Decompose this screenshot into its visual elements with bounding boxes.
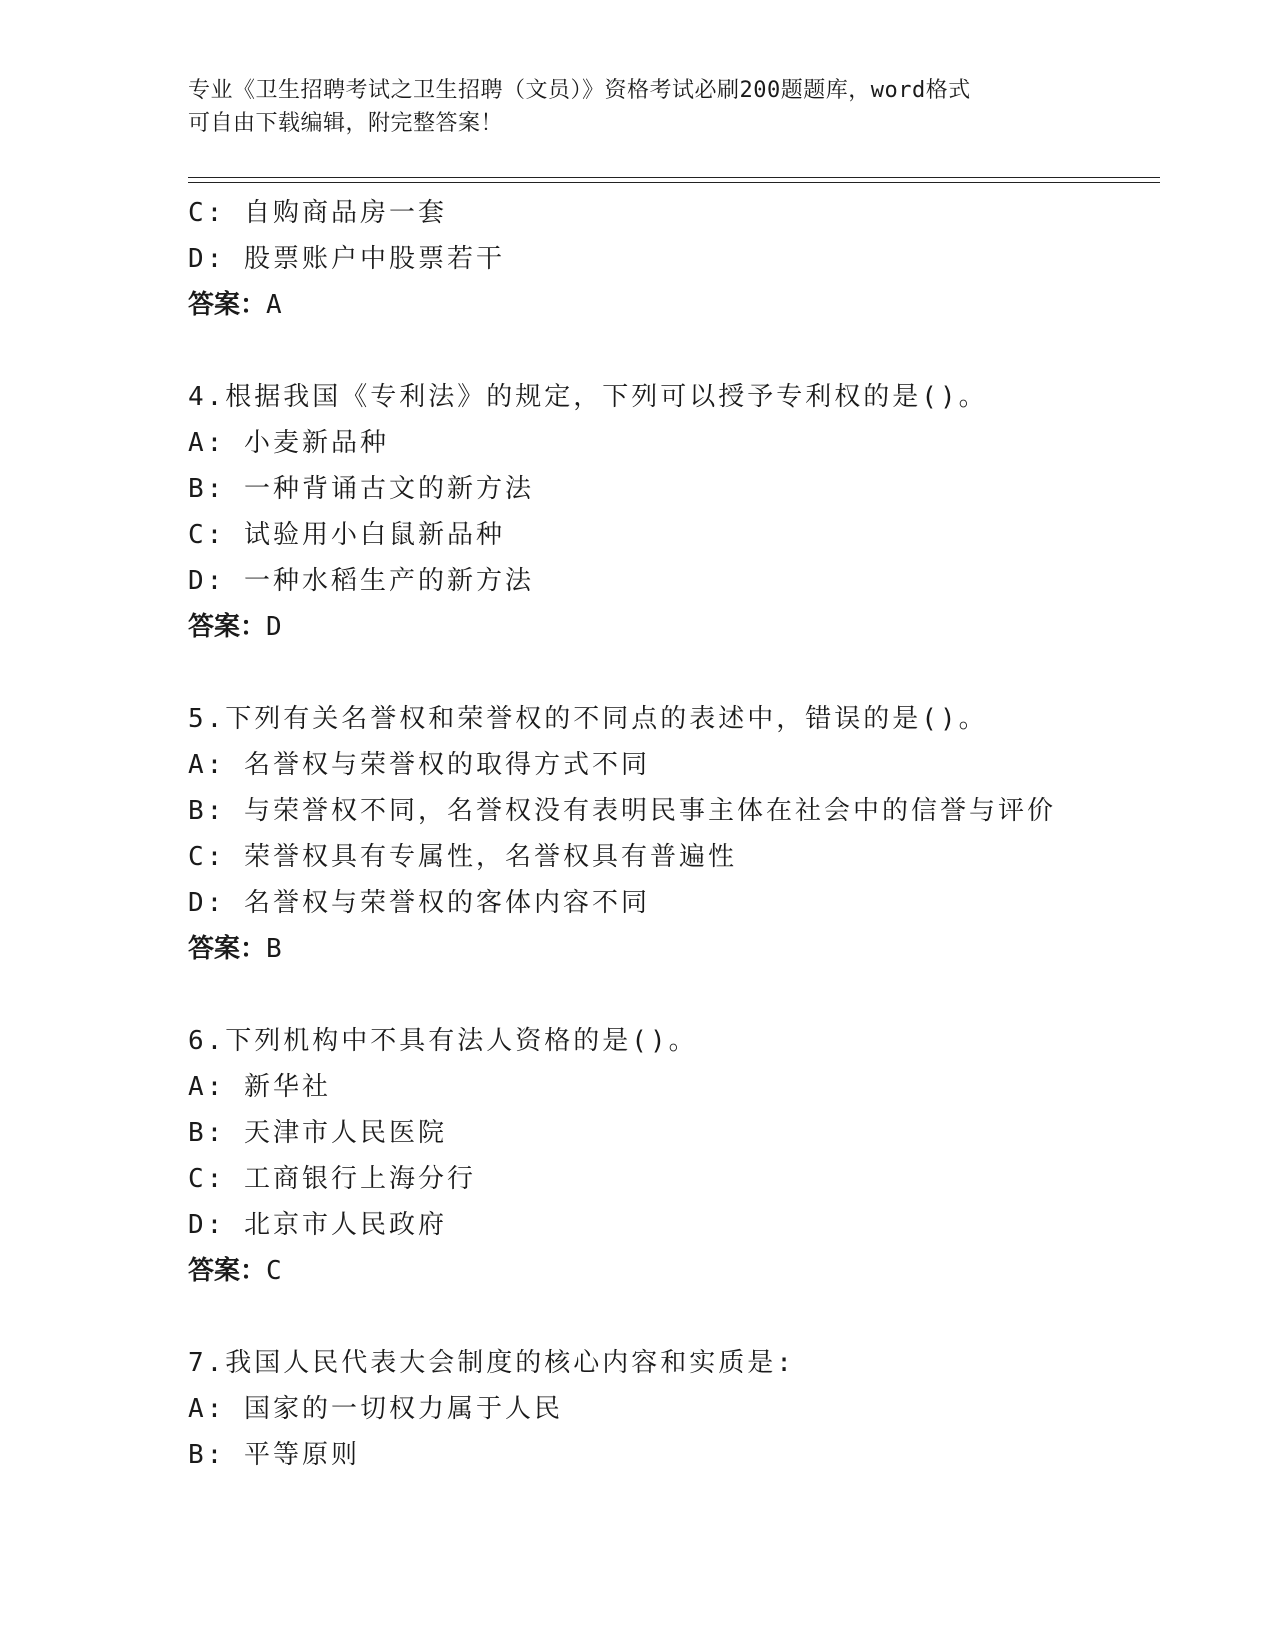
spacer <box>188 650 1148 696</box>
option-d: D: 一种水稻生产的新方法 <box>188 566 534 596</box>
question-stem: 4.根据我国《专利法》的规定，下列可以授予专利权的是()。 <box>188 382 988 412</box>
option-b: B: 一种背诵古文的新方法 <box>188 474 534 504</box>
spacer <box>188 1294 1148 1340</box>
option-c: C: 工商银行上海分行 <box>188 1164 476 1194</box>
answer-line <box>188 604 1148 650</box>
spacer <box>188 328 1148 374</box>
answer-value: A <box>266 290 282 320</box>
question-stem: 7.我国人民代表大会制度的核心内容和实质是: <box>188 1348 795 1378</box>
header-divider-top <box>188 177 1160 178</box>
option-a: A: 名誉权与荣誉权的取得方式不同 <box>188 750 650 780</box>
answer-value: B <box>266 934 282 964</box>
header-divider-bottom <box>188 182 1160 183</box>
option-d: D: 北京市人民政府 <box>188 1210 447 1240</box>
answer-value: C <box>266 1256 282 1286</box>
answer-label: 答案： <box>188 1256 267 1286</box>
option-d: D: 名誉权与荣誉权的客体内容不同 <box>188 888 650 918</box>
option-c: C: 试验用小白鼠新品种 <box>188 520 505 550</box>
option-a: A: 小麦新品种 <box>188 428 389 458</box>
option-c: C: 荣誉权具有专属性，名誉权具有普遍性 <box>188 842 737 872</box>
option-c: C: 自购商品房一套 <box>188 198 447 228</box>
question-block-7 <box>188 1340 1148 1478</box>
header-title-line-1: 专业《卫生招聘考试之卫生招聘（文员）》资格考试必刷200题题库，word格式 <box>188 78 971 103</box>
question-block-6 <box>188 1018 1148 1294</box>
option-b: B: 与荣誉权不同，名誉权没有表明民事主体在社会中的信誉与评价 <box>188 796 1056 826</box>
answer-line <box>188 282 1148 328</box>
option-a: A: 国家的一切权力属于人民 <box>188 1394 563 1424</box>
question-list <box>188 190 1148 1478</box>
document-header <box>188 74 1088 140</box>
header-title-line-2: 可自由下载编辑，附完整答案！ <box>188 111 504 136</box>
spacer <box>188 972 1148 1018</box>
answer-line <box>188 926 1148 972</box>
answer-label: 答案： <box>188 290 267 320</box>
question-block-4 <box>188 374 1148 650</box>
question-stem: 5.下列有关名誉权和荣誉权的不同点的表述中，错误的是()。 <box>188 704 988 734</box>
question-block-5 <box>188 696 1148 972</box>
option-b: B: 天津市人民医院 <box>188 1118 447 1148</box>
answer-label: 答案： <box>188 612 267 642</box>
question-block-3 <box>188 190 1148 328</box>
option-d: D: 股票账户中股票若干 <box>188 244 505 274</box>
option-b: B: 平等原则 <box>188 1440 360 1470</box>
answer-label: 答案： <box>188 934 267 964</box>
question-stem: 6.下列机构中不具有法人资格的是()。 <box>188 1026 698 1056</box>
answer-value: D <box>266 612 282 642</box>
answer-line <box>188 1248 1148 1294</box>
option-a: A: 新华社 <box>188 1072 331 1102</box>
